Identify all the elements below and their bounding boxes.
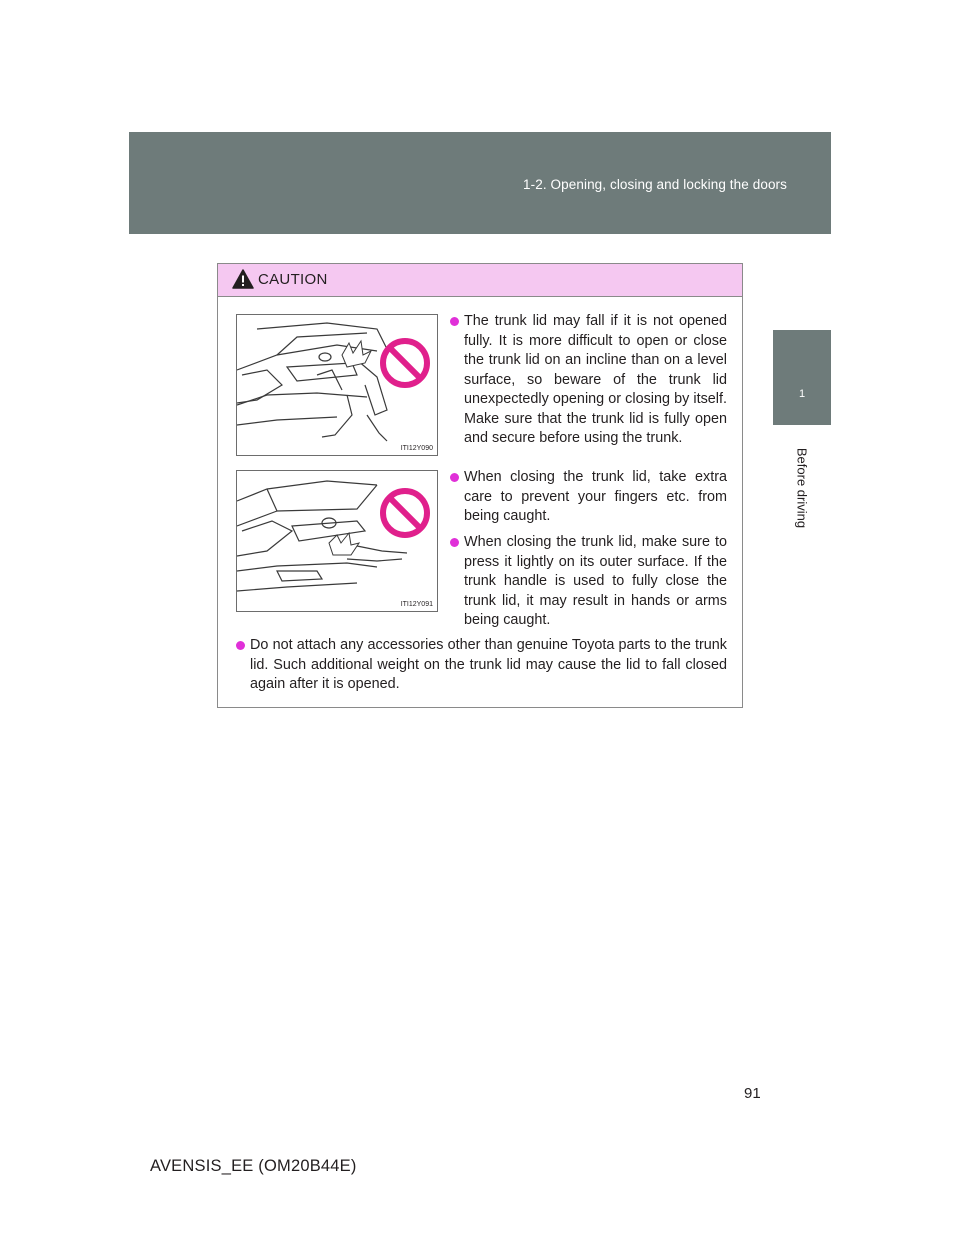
chapter-label: Before driving [794, 447, 810, 529]
page-number: 91 [744, 1085, 761, 1102]
illustration-id: ITI12Y090 [400, 445, 433, 452]
bullet-dot [450, 538, 459, 547]
bullet-dot [450, 317, 459, 326]
caution-bullet: The trunk lid may fall if it is not opened fully. It is more difficult to open or close the trunk lid on an incline than on a level surface, so beware of the trunk lid unexpectedly opening or closing by itself. Make sure that the trunk lid is fully open and secure before using the trunk. [450, 312, 727, 449]
bullet-dot [236, 641, 245, 650]
bullet-dot [450, 473, 459, 482]
illustration-id: ITI12Y091 [400, 601, 433, 608]
caution-bullet: Do not attach any accessories other than genuine Toyota parts to the trunk lid. Such additional weight on the trunk lid may cause the lid to fall closed again after it is opened. [236, 636, 727, 695]
chapter-number: 1 [798, 388, 806, 400]
caution-bullet: When closing the trunk lid, take extra care to prevent your fingers etc. from being caught. [450, 468, 727, 527]
illustration-trunk-lid-falling [236, 314, 438, 456]
caution-bullet: When closing the trunk lid, make sure to press it lightly on its outer surface. If the trunk handle is used to fully close the trunk lid, it may result in hands or arms being caught. [450, 533, 727, 631]
chapter-tab [773, 330, 831, 425]
model-code: AVENSIS_EE (OM20B44E) [150, 1157, 357, 1175]
car-trunk-drawing [237, 471, 437, 611]
prohibited-icon [383, 491, 427, 535]
prohibited-icon [383, 341, 427, 385]
caution-label: CAUTION [258, 271, 328, 288]
warning-icon [232, 269, 254, 289]
caution-header [218, 264, 742, 297]
section-title: 1-2. Opening, closing and locking the doors [523, 177, 787, 192]
header-band [129, 132, 831, 234]
illustration-fingers-caught [236, 470, 438, 612]
car-trunk-drawing [237, 315, 437, 455]
caution-box [217, 263, 743, 708]
